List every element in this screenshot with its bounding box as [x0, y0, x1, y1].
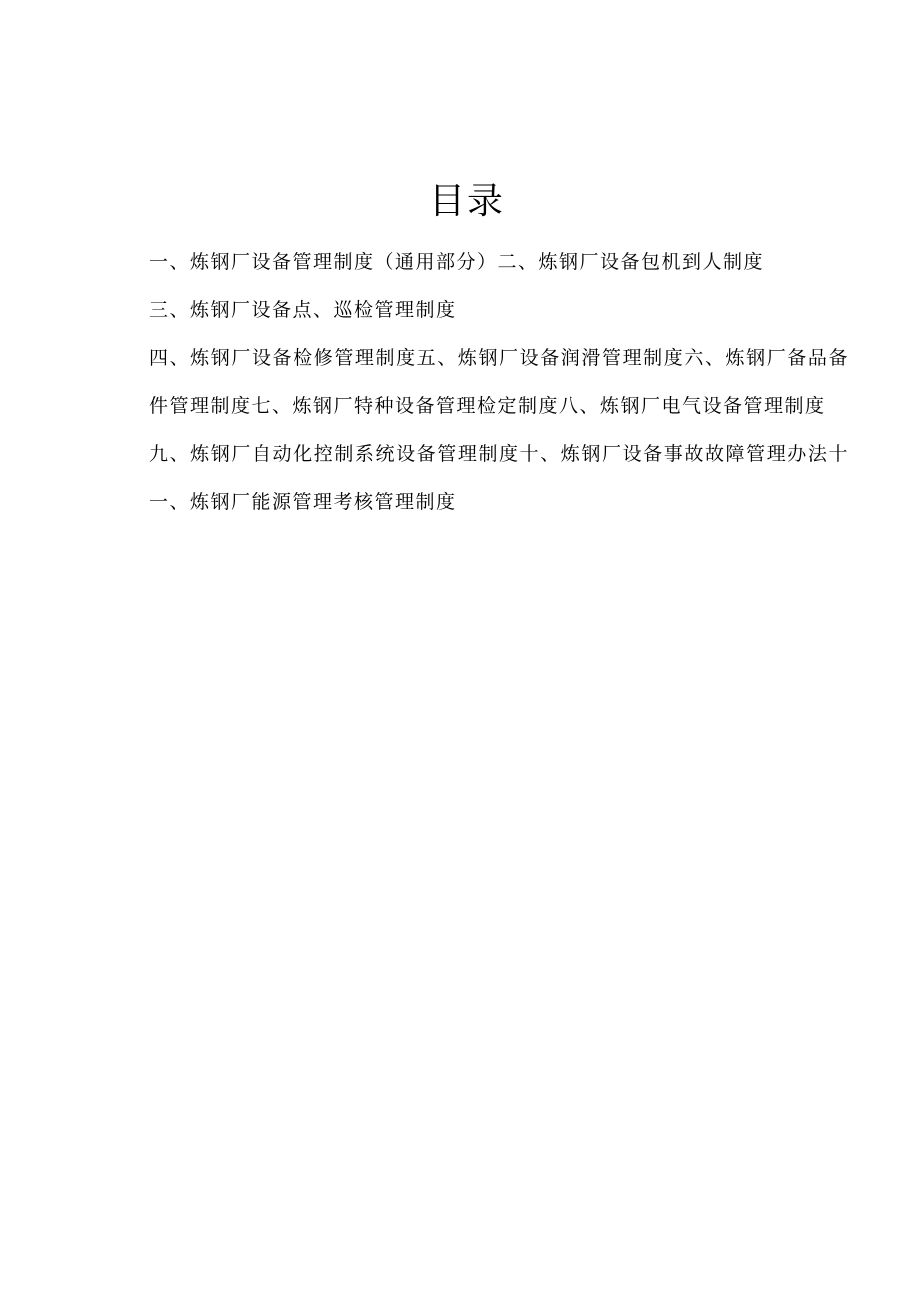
toc-entry-1: 一、炼钢厂设备管理制度（通用部分）二、炼钢厂设备包机到人制度 [149, 251, 765, 273]
toc-title: 目录 [428, 181, 505, 222]
toc-entry-4: 九、炼钢厂自动化控制系统设备管理制度十、炼钢厂设备事故故障管理办法十一、炼钢厂能源管理考核管理制度 [149, 443, 849, 513]
toc-entry-3: 四、炼钢厂设备检修管理制度五、炼钢厂设备润滑管理制度六、炼钢厂备品备件管理制度七、炼钢厂特种设备管理检定制度八、炼钢厂电气设备管理制度 [149, 347, 849, 417]
toc-list [149, 238, 849, 526]
toc-entry-2: 三、炼钢厂设备点、巡检管理制度 [149, 299, 457, 321]
